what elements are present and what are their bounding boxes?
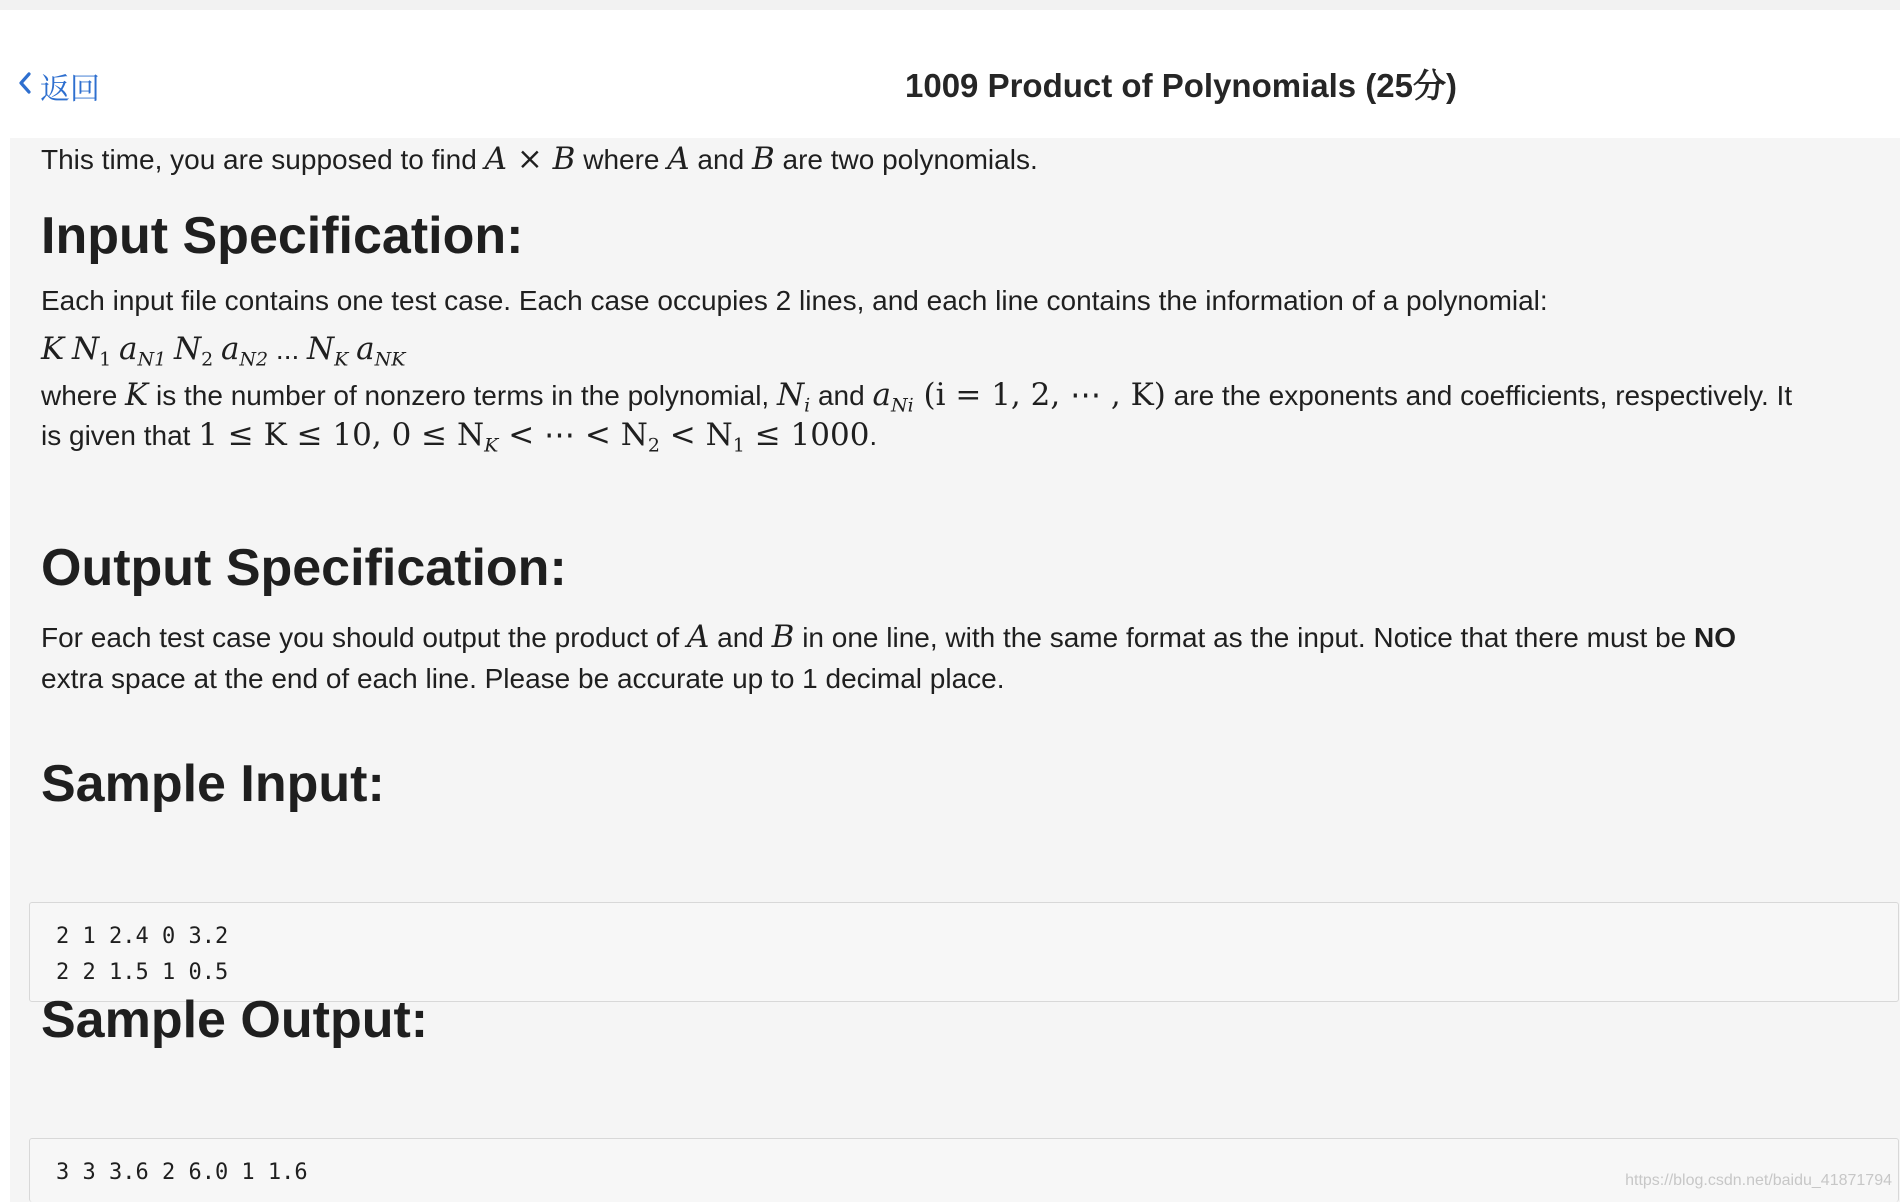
input-format: K $N_1$ $a_{N1}$ $N_2$ $a_{N2}$ ... $N_K$ $a_{NK}$ — [41, 331, 406, 371]
intro-paragraph: This time, you are supposed to find A × B where A and B are two polynomials. — [41, 141, 1038, 177]
input-spec-given: is given that 1 ≤ K ≤ 10, $0 \le N_K$ < ⋯ < $N_2 < N_1 \le 1000$. — [41, 417, 878, 457]
input-spec-heading: Input Specification: — [41, 207, 524, 265]
sample-output-heading: Sample Output: — [41, 991, 429, 1049]
watermark: https://blog.csdn.net/baidu_41871794 — [1625, 1172, 1892, 1189]
sample-input-code: 2 1 2.4 0 3.2 2 2 1.5 1 0.5 — [29, 902, 1899, 1002]
sample-input-heading: Sample Input: — [41, 755, 385, 813]
page-title: 1009 Product of Polynomials (25分) — [905, 67, 1457, 104]
input-spec-line1: Each input file contains one test case. Each case occupies 2 lines, and each line contains the information of a polynomial: — [41, 285, 1548, 316]
header-bar — [0, 10, 1900, 136]
sample-output-code: 3 3 3.6 2 6.0 1 1.6 — [29, 1138, 1899, 1202]
output-spec-heading: Output Specification: — [41, 539, 567, 597]
back-label: 返回 — [40, 73, 100, 106]
top-strip — [0, 0, 1900, 10]
input-spec-where: where K is the number of nonzero terms in the polynomial, $N_i$ and $a_{Ni}$ (i = 1, 2, ⋯ , K) are the exponents and coefficients, respectively. It — [41, 377, 1793, 417]
problem-content — [10, 138, 1900, 1202]
output-spec-line2: extra space at the end of each line. Please be accurate up to 1 decimal place. — [41, 663, 1005, 694]
output-spec-line1: For each test case you should output the product of A and B in one line, with the same format as the input. Notice that there must be NO — [41, 619, 1737, 655]
